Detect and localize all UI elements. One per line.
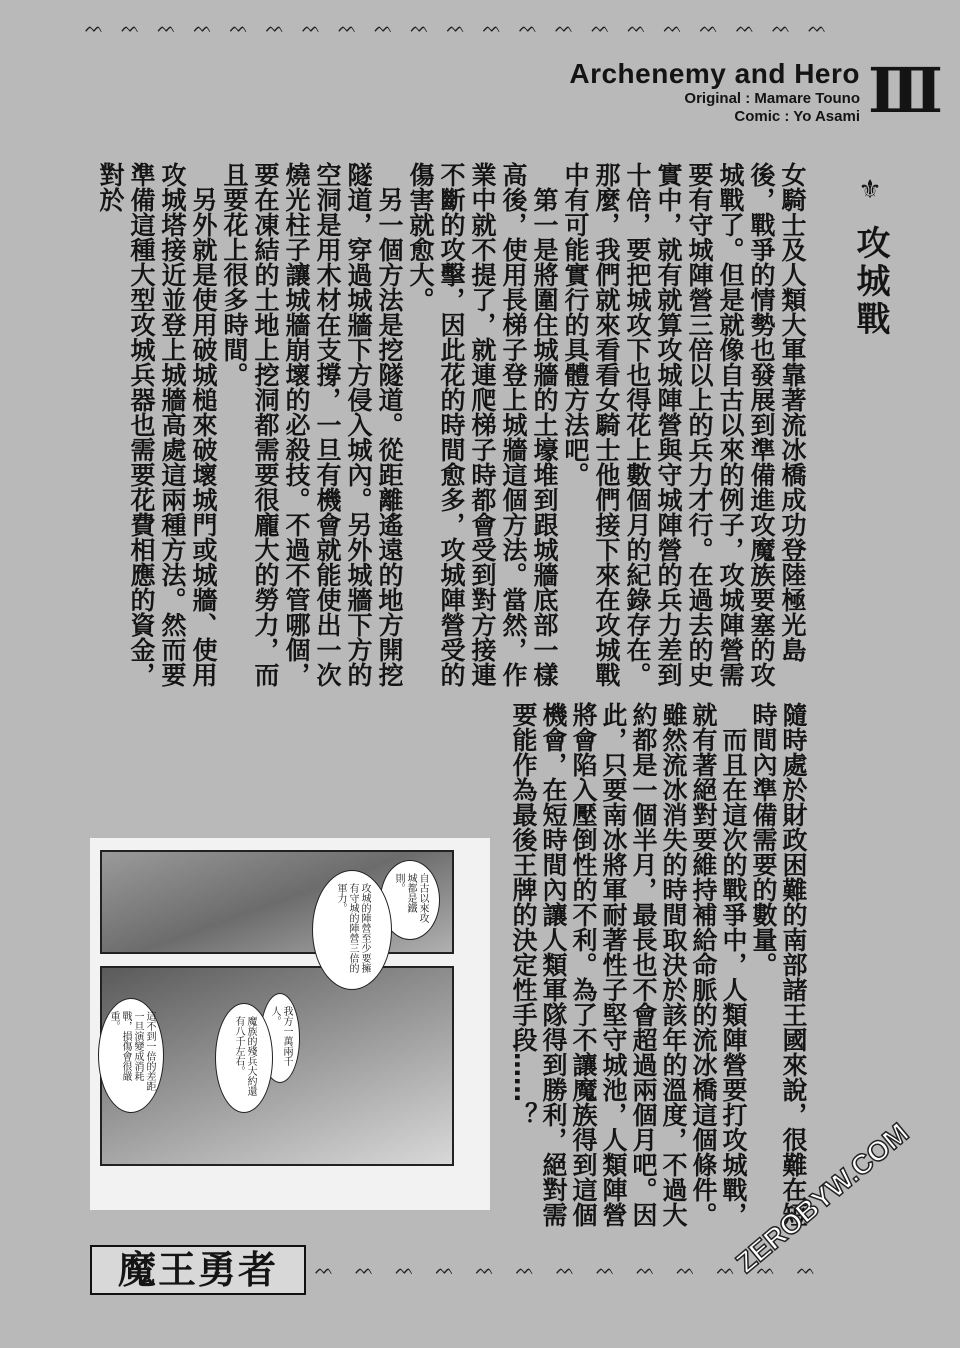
section-heading — [846, 175, 895, 339]
speech-bubble: 我方一萬兩千人。 — [260, 993, 300, 1083]
fleur-de-lis-icon: ⚜ — [855, 175, 885, 209]
speech-bubble: 魔族的殘兵大約還有八千左右。 — [215, 1003, 273, 1113]
original-credit: Original : Mamare Touno — [684, 90, 860, 107]
series-title: Archenemy and Hero — [569, 58, 860, 89]
article-top-block — [96, 162, 808, 702]
top-ornament-border: ᨓ ᨓ ᨓ ᨓ ᨓ ᨓ ᨓ ᨓ ᨓ ᨓ ᨓ ᨓ ᨓ ᨓ ᨓ ᨓ ᨓ ᨓ ᨓ ᨓ ᨓ — [85, 17, 834, 36]
comic-credit: Comic : Yo Asami — [734, 108, 860, 125]
article-bottom-block — [505, 702, 808, 1232]
paragraph: 女騎士及人類大軍靠著流冰橋成功登陸極光島後，戰爭的情勢也發展到準備進攻魔族要塞的攻城戰了。但是就像自古以來的例子，攻城陣營需要有守城陣營三倍以上的兵力才行。在過去的史實中，就有就算攻城陣營與守城陣營的兵力差到十倍，要把城攻下也得花上數個月的紀錄存在。那麼，我們就來看看女騎士他們接下來在攻城戰中有可能實行的具體方法吧。 — [561, 162, 807, 687]
manga-panel-image — [90, 838, 490, 1210]
speech-bubble: 自古以來攻城都是鐵則。 — [380, 860, 440, 940]
section-heading-text: 攻城戰 — [850, 224, 890, 339]
paragraph: 另一個方法是挖隧道。從距離遙遠的地方開挖隧道，穿過城牆下方侵入城內。另外城牆下方的空洞是用木材在支撐，一旦有機會就能使出一次燒光柱子讓城牆崩壞的必殺技。不過不管哪個，要在凍結的土地上挖洞都需要很龐大的勞力，而且要花上很多時間。 — [220, 162, 404, 687]
speech-bubble: 攻城的陣營至少要擁有守城的陣營三倍的軍力。 — [312, 870, 392, 990]
manga-logo: 魔王勇者 — [90, 1245, 306, 1295]
bottom-ornament-border: ᨓ ᨓ ᨓ ᨓ ᨓ ᨓ ᨓ ᨓ ᨓ ᨓ ᨓ ᨓ ᨓ — [315, 1259, 824, 1278]
paragraph: 而且在這次的戰爭中，人類陣營要打攻城戰，就有著絕對要維持補給命脈的流冰橋這個條件。雖然流冰消失的時間取決於該年的溫度，不過大約都是一個半月，最長也不會超過兩個月吧。因此，只要南冰將軍耐著性子堅守城池，人類陣營將會陷入壓倒性的不利。為了不讓魔族得到這個機會，在短時間內讓人類軍隊得到勝利，絕對需要能作為最後王牌的決定性手段……？ — [509, 702, 748, 1227]
paragraph: 第一是將圍住城牆的土壕堆到跟城牆底部一樣高後，使用長梯子登上城牆這個方法。當然，作業中就不提了，就連爬梯子時都會受到對方接連不斷的攻擊，因此花的時間愈多，攻城陣營受的傷害就愈大。 — [406, 162, 559, 687]
watermark: ZEROBYW.COM — [730, 1117, 915, 1279]
paragraph: 隨時處於財政困難的南部諸王國來說，很難在短時間內準備需要的數量。 — [749, 702, 808, 1227]
series-title-block — [569, 58, 860, 126]
volume-number: III — [868, 54, 938, 127]
speech-bubble: 這不到一倍的差距一旦演變成消耗戰，損傷會很嚴重。 — [98, 998, 164, 1113]
paragraph: 另外就是使用破城槌來破壞城門或城牆、使用攻城塔接近並登上城牆高處這兩種方法。然而要準備這種大型攻城兵器也需要花費相應的資金，對於 — [96, 162, 218, 687]
